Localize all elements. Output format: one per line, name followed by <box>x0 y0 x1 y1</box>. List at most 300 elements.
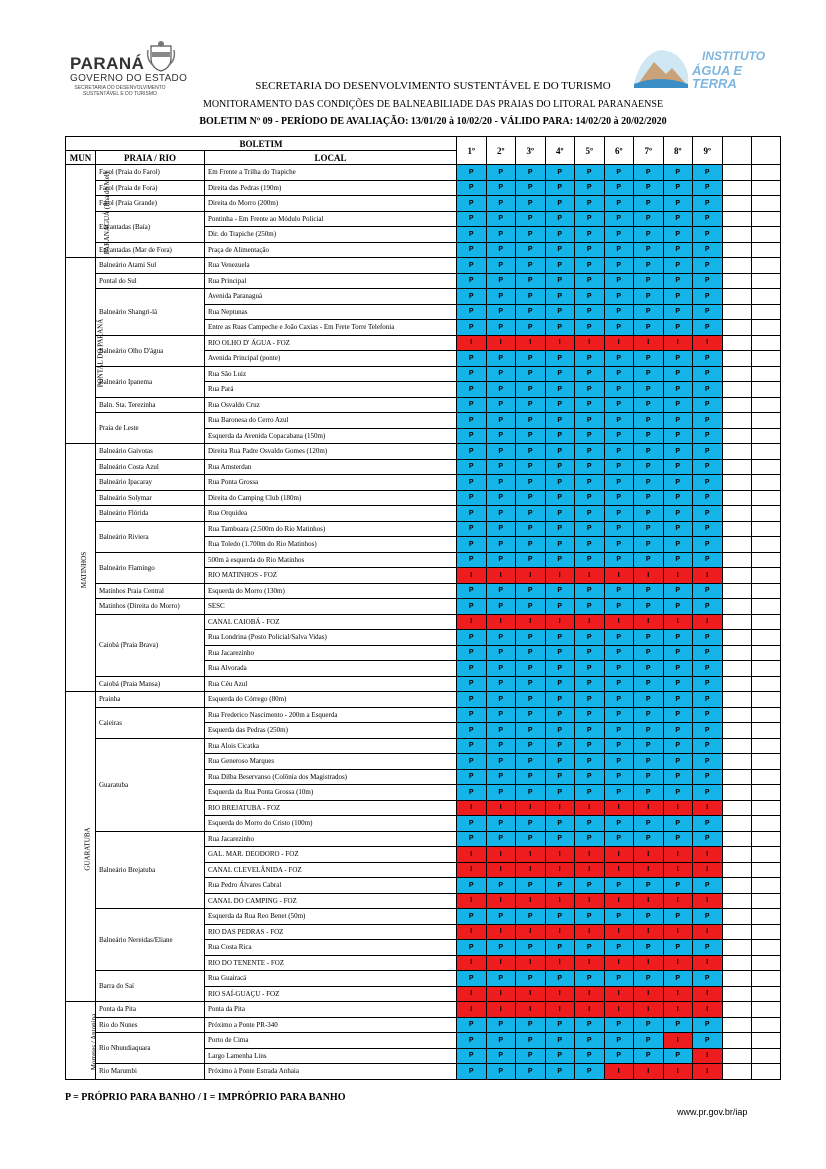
status-proprio-cell: P <box>545 382 575 398</box>
status-improprio-cell: I <box>545 614 575 630</box>
status-proprio-cell: P <box>604 630 634 646</box>
local-cell: Dir. do Trapiche (250m) <box>205 227 457 243</box>
status-proprio-cell: P <box>486 490 516 506</box>
status-improprio-cell: I <box>486 800 516 816</box>
status-proprio-cell: P <box>545 490 575 506</box>
empty-day-cell <box>752 382 781 398</box>
status-proprio-cell: P <box>545 475 575 491</box>
status-improprio-cell: I <box>516 614 546 630</box>
empty-day-cell <box>722 521 752 537</box>
status-improprio-cell: I <box>575 847 605 863</box>
status-proprio-cell: P <box>693 165 723 181</box>
status-improprio-cell: I <box>634 847 664 863</box>
status-improprio-cell: I <box>516 1002 546 1018</box>
status-improprio-cell: I <box>693 955 723 971</box>
status-proprio-cell: P <box>663 676 693 692</box>
status-proprio-cell: P <box>693 459 723 475</box>
status-proprio-cell: P <box>634 971 664 987</box>
status-proprio-cell: P <box>663 769 693 785</box>
status-proprio-cell: P <box>575 1064 605 1080</box>
status-proprio-cell: P <box>634 738 664 754</box>
status-improprio-cell: I <box>457 614 487 630</box>
status-proprio-cell: P <box>457 1048 487 1064</box>
status-proprio-cell: P <box>457 459 487 475</box>
empty-day-cell <box>752 645 781 661</box>
status-proprio-cell: P <box>457 723 487 739</box>
status-proprio-cell: P <box>575 769 605 785</box>
local-cell: RIO DO TENENTE - FOZ <box>205 955 457 971</box>
status-improprio-cell: I <box>693 1064 723 1080</box>
status-proprio-cell: P <box>693 723 723 739</box>
status-proprio-cell: P <box>457 630 487 646</box>
status-proprio-cell: P <box>457 583 487 599</box>
table-row <box>66 614 781 630</box>
logo-governo-text: GOVERNO DO ESTADO <box>70 73 188 84</box>
status-proprio-cell: P <box>634 909 664 925</box>
status-proprio-cell: P <box>486 180 516 196</box>
status-proprio-cell: P <box>516 258 546 274</box>
status-improprio-cell: I <box>457 893 487 909</box>
status-proprio-cell: P <box>693 258 723 274</box>
status-proprio-cell: P <box>604 521 634 537</box>
status-proprio-cell: P <box>693 738 723 754</box>
status-proprio-cell: P <box>693 971 723 987</box>
status-proprio-cell: P <box>457 258 487 274</box>
status-proprio-cell: P <box>516 1064 546 1080</box>
status-proprio-cell: P <box>516 723 546 739</box>
status-proprio-cell: P <box>457 165 487 181</box>
status-proprio-cell: P <box>516 878 546 894</box>
day-header: 7º <box>634 137 664 165</box>
empty-day-cell <box>722 816 752 832</box>
status-proprio-cell: P <box>545 242 575 258</box>
status-proprio-cell: P <box>457 676 487 692</box>
status-improprio-cell: I <box>634 893 664 909</box>
empty-day-cell <box>722 258 752 274</box>
status-proprio-cell: P <box>545 707 575 723</box>
status-proprio-cell: P <box>516 397 546 413</box>
status-proprio-cell: P <box>575 258 605 274</box>
empty-day-cell <box>752 304 781 320</box>
local-cell: Praça de Alimentação <box>205 242 457 258</box>
status-proprio-cell: P <box>486 878 516 894</box>
status-proprio-cell: P <box>693 630 723 646</box>
status-improprio-cell: I <box>516 800 546 816</box>
status-proprio-cell: P <box>516 196 546 212</box>
local-cell: Rua Amsterdan <box>205 459 457 475</box>
status-proprio-cell: P <box>575 506 605 522</box>
table-row <box>66 258 781 274</box>
day-header: 2º <box>486 137 516 165</box>
table-row <box>66 211 781 227</box>
local-cell: Rua Frederico Nascimento - 200m a Esquerda <box>205 707 457 723</box>
status-proprio-cell: P <box>693 273 723 289</box>
status-proprio-cell: P <box>663 428 693 444</box>
status-proprio-cell: P <box>693 506 723 522</box>
status-proprio-cell: P <box>575 320 605 336</box>
table-row <box>66 335 781 351</box>
local-cell: Próximo à Ponte Estrada Anhaia <box>205 1064 457 1080</box>
status-proprio-cell: P <box>604 552 634 568</box>
empty-day-cell <box>722 924 752 940</box>
local-cell: Próximo a Ponte PR-340 <box>205 1017 457 1033</box>
status-proprio-cell: P <box>545 831 575 847</box>
status-improprio-cell: I <box>545 924 575 940</box>
table-row <box>66 599 781 615</box>
status-proprio-cell: P <box>663 723 693 739</box>
local-cell: Pontinha - Em Frente ao Módulo Policial <box>205 211 457 227</box>
status-proprio-cell: P <box>663 459 693 475</box>
status-proprio-cell: P <box>486 444 516 460</box>
empty-day-cell <box>722 1002 752 1018</box>
status-proprio-cell: P <box>634 382 664 398</box>
status-proprio-cell: P <box>663 971 693 987</box>
local-cell: Esquerda da Rua Ponta Grossa (10m) <box>205 785 457 801</box>
empty-day-cell <box>722 862 752 878</box>
status-proprio-cell: P <box>545 397 575 413</box>
day-header: 1º <box>457 137 487 165</box>
status-proprio-cell: P <box>545 661 575 677</box>
status-proprio-cell: P <box>486 1017 516 1033</box>
empty-day-cell <box>752 924 781 940</box>
status-proprio-cell: P <box>457 413 487 429</box>
status-proprio-cell: P <box>693 320 723 336</box>
status-proprio-cell: P <box>693 831 723 847</box>
empty-day-cell <box>722 196 752 212</box>
empty-day-cell <box>722 785 752 801</box>
status-improprio-cell: I <box>457 335 487 351</box>
table-row <box>66 1017 781 1033</box>
status-proprio-cell: P <box>486 506 516 522</box>
status-proprio-cell: P <box>545 692 575 708</box>
local-cell: RIO BREJATUBA - FOZ <box>205 800 457 816</box>
status-improprio-cell: I <box>575 568 605 584</box>
status-proprio-cell: P <box>634 754 664 770</box>
status-proprio-cell: P <box>604 490 634 506</box>
status-improprio-cell: I <box>634 1002 664 1018</box>
local-cell: Direita do Morro (200m) <box>205 196 457 212</box>
empty-day-cell <box>752 459 781 475</box>
status-proprio-cell: P <box>663 397 693 413</box>
status-improprio-cell: I <box>486 986 516 1002</box>
status-proprio-cell: P <box>663 940 693 956</box>
status-improprio-cell: I <box>663 955 693 971</box>
status-proprio-cell: P <box>693 1017 723 1033</box>
status-proprio-cell: P <box>457 320 487 336</box>
status-improprio-cell: I <box>663 1033 693 1049</box>
status-proprio-cell: P <box>575 599 605 615</box>
empty-day-cell <box>722 490 752 506</box>
status-proprio-cell: P <box>486 909 516 925</box>
empty-day-cell <box>722 738 752 754</box>
status-proprio-cell: P <box>663 211 693 227</box>
empty-day-cell <box>722 413 752 429</box>
status-improprio-cell: I <box>634 800 664 816</box>
status-proprio-cell: P <box>575 878 605 894</box>
website-link[interactable]: www.pr.gov.br/iap <box>677 1107 748 1117</box>
status-proprio-cell: P <box>486 242 516 258</box>
empty-day-cell <box>722 568 752 584</box>
local-cell: Rua Toledo (1.700m do Rio Matinhos) <box>205 537 457 553</box>
status-improprio-cell: I <box>604 335 634 351</box>
status-proprio-cell: P <box>693 397 723 413</box>
status-proprio-cell: P <box>693 180 723 196</box>
status-proprio-cell: P <box>486 521 516 537</box>
status-proprio-cell: P <box>516 785 546 801</box>
table-body <box>66 165 781 1080</box>
empty-day-cell <box>752 490 781 506</box>
empty-day-cell <box>752 723 781 739</box>
praia-cell: Balneário Brejatuba <box>96 831 205 909</box>
boletim-header: BOLETIM <box>66 137 457 151</box>
status-proprio-cell: P <box>545 599 575 615</box>
empty-day-cell <box>752 1064 781 1080</box>
status-proprio-cell: P <box>486 475 516 491</box>
status-proprio-cell: P <box>516 521 546 537</box>
status-proprio-cell: P <box>693 754 723 770</box>
status-improprio-cell: I <box>604 1064 634 1080</box>
empty-day-cell <box>752 785 781 801</box>
empty-day-cell <box>722 800 752 816</box>
empty-day-cell <box>752 1048 781 1064</box>
status-proprio-cell: P <box>457 366 487 382</box>
empty-day-cell <box>722 475 752 491</box>
status-proprio-cell: P <box>545 1017 575 1033</box>
status-proprio-cell: P <box>486 258 516 274</box>
status-improprio-cell: I <box>663 1064 693 1080</box>
status-proprio-cell: P <box>663 165 693 181</box>
empty-day-cell <box>752 599 781 615</box>
local-cell: Esquerda da Rua Reo Benet (50m) <box>205 909 457 925</box>
status-proprio-cell: P <box>486 320 516 336</box>
table-row <box>66 676 781 692</box>
status-proprio-cell: P <box>693 428 723 444</box>
table-row <box>66 165 781 181</box>
logo-secretaria-text: SECRETARIA DO DESENVOLVIMENTO SUSTENTÁVEL E DO TURISMO <box>74 85 166 97</box>
status-improprio-cell: I <box>457 847 487 863</box>
status-proprio-cell: P <box>545 459 575 475</box>
status-proprio-cell: P <box>634 661 664 677</box>
municipio-cell <box>66 165 112 258</box>
status-proprio-cell: P <box>634 552 664 568</box>
empty-day-cell <box>752 335 781 351</box>
praia-cell: Balneário Solymar <box>96 490 205 506</box>
status-proprio-cell: P <box>634 583 664 599</box>
status-proprio-cell: P <box>575 521 605 537</box>
status-proprio-cell: P <box>516 707 546 723</box>
status-proprio-cell: P <box>634 692 664 708</box>
table-row <box>66 506 781 522</box>
status-proprio-cell: P <box>457 397 487 413</box>
empty-day-cell <box>752 320 781 336</box>
local-cell: Esquerda das Pedras (250m) <box>205 723 457 739</box>
status-proprio-cell: P <box>516 227 546 243</box>
table-row <box>66 831 781 847</box>
status-improprio-cell: I <box>634 924 664 940</box>
status-proprio-cell: P <box>486 785 516 801</box>
status-improprio-cell: I <box>693 847 723 863</box>
status-proprio-cell: P <box>693 382 723 398</box>
status-proprio-cell: P <box>634 816 664 832</box>
status-proprio-cell: P <box>604 180 634 196</box>
empty-day-cell <box>722 537 752 553</box>
status-proprio-cell: P <box>457 692 487 708</box>
status-proprio-cell: P <box>457 769 487 785</box>
empty-day-cell <box>752 630 781 646</box>
status-proprio-cell: P <box>634 490 664 506</box>
mun-header: MUN <box>66 151 96 165</box>
table-row <box>66 707 781 723</box>
status-proprio-cell: P <box>575 397 605 413</box>
status-proprio-cell: P <box>516 304 546 320</box>
status-improprio-cell: I <box>545 893 575 909</box>
status-proprio-cell: P <box>634 366 664 382</box>
status-improprio-cell: I <box>516 335 546 351</box>
status-proprio-cell: P <box>486 769 516 785</box>
status-improprio-cell: I <box>604 614 634 630</box>
status-proprio-cell: P <box>545 630 575 646</box>
status-improprio-cell: I <box>604 986 634 1002</box>
status-proprio-cell: P <box>545 258 575 274</box>
status-proprio-cell: P <box>604 165 634 181</box>
praia-cell: Praia de Leste <box>96 413 205 444</box>
status-proprio-cell: P <box>604 831 634 847</box>
status-improprio-cell: I <box>575 986 605 1002</box>
status-proprio-cell: P <box>545 583 575 599</box>
status-proprio-cell: P <box>516 661 546 677</box>
status-improprio-cell: I <box>486 568 516 584</box>
status-proprio-cell: P <box>545 304 575 320</box>
status-proprio-cell: P <box>457 490 487 506</box>
status-proprio-cell: P <box>545 1048 575 1064</box>
status-proprio-cell: P <box>545 196 575 212</box>
status-proprio-cell: P <box>693 940 723 956</box>
empty-day-cell <box>722 630 752 646</box>
status-proprio-cell: P <box>604 459 634 475</box>
status-proprio-cell: P <box>516 645 546 661</box>
status-proprio-cell: P <box>516 475 546 491</box>
empty-day-cell <box>752 878 781 894</box>
local-cell: Avenida Principal (ponte) <box>205 351 457 367</box>
empty-day-cell <box>752 893 781 909</box>
status-proprio-cell: P <box>604 1033 634 1049</box>
praia-cell: Encantadas (Baía) <box>96 211 205 242</box>
status-proprio-cell: P <box>575 537 605 553</box>
status-improprio-cell: I <box>663 847 693 863</box>
municipio-label: PARANAGUÁ (Ilha do Mel) <box>103 171 112 255</box>
status-proprio-cell: P <box>575 180 605 196</box>
status-proprio-cell: P <box>486 1033 516 1049</box>
status-proprio-cell: P <box>604 707 634 723</box>
status-proprio-cell: P <box>457 1033 487 1049</box>
status-proprio-cell: P <box>575 165 605 181</box>
municipio-cell <box>66 1002 99 1080</box>
local-cell: Rua Venezuela <box>205 258 457 274</box>
status-improprio-cell: I <box>604 568 634 584</box>
status-proprio-cell: P <box>604 599 634 615</box>
status-proprio-cell: P <box>457 351 487 367</box>
empty-day-cell <box>722 227 752 243</box>
praia-cell: Balneário Nereidas/Eliane <box>96 909 205 971</box>
status-proprio-cell: P <box>604 1048 634 1064</box>
status-proprio-cell: P <box>663 444 693 460</box>
status-proprio-cell: P <box>545 816 575 832</box>
status-improprio-cell: I <box>457 800 487 816</box>
empty-day-cell <box>752 227 781 243</box>
empty-day-cell <box>722 366 752 382</box>
status-improprio-cell: I <box>663 800 693 816</box>
status-proprio-cell: P <box>486 165 516 181</box>
local-cell: CANAL CLEVELÂNIDA - FOZ <box>205 862 457 878</box>
status-proprio-cell: P <box>516 490 546 506</box>
empty-day-cell <box>752 475 781 491</box>
status-proprio-cell: P <box>604 816 634 832</box>
status-proprio-cell: P <box>693 769 723 785</box>
status-proprio-cell: P <box>634 289 664 305</box>
status-proprio-cell: P <box>693 645 723 661</box>
empty-day-cell <box>722 459 752 475</box>
status-proprio-cell: P <box>663 707 693 723</box>
table-row <box>66 273 781 289</box>
status-proprio-cell: P <box>693 599 723 615</box>
status-proprio-cell: P <box>604 320 634 336</box>
status-proprio-cell: P <box>457 552 487 568</box>
status-proprio-cell: P <box>545 211 575 227</box>
status-proprio-cell: P <box>545 1064 575 1080</box>
status-improprio-cell: I <box>575 1002 605 1018</box>
status-proprio-cell: P <box>693 242 723 258</box>
status-proprio-cell: P <box>457 738 487 754</box>
empty-day-cell <box>722 320 752 336</box>
status-proprio-cell: P <box>663 816 693 832</box>
empty-day-cell <box>722 304 752 320</box>
status-improprio-cell: I <box>693 1002 723 1018</box>
status-proprio-cell: P <box>516 273 546 289</box>
status-proprio-cell: P <box>457 428 487 444</box>
empty-day-cell <box>722 583 752 599</box>
status-proprio-cell: P <box>604 971 634 987</box>
status-proprio-cell: P <box>516 211 546 227</box>
status-improprio-cell: I <box>545 335 575 351</box>
status-improprio-cell: I <box>634 986 664 1002</box>
empty-day-cell <box>752 521 781 537</box>
status-improprio-cell: I <box>604 955 634 971</box>
praia-cell: Barra do Saí <box>96 971 205 1002</box>
status-proprio-cell: P <box>575 723 605 739</box>
status-improprio-cell: I <box>457 986 487 1002</box>
municipio-label: Morretes / Antonina <box>90 1014 99 1071</box>
status-improprio-cell: I <box>663 986 693 1002</box>
status-improprio-cell: I <box>575 924 605 940</box>
status-proprio-cell: P <box>575 428 605 444</box>
empty-day-cell <box>722 878 752 894</box>
status-proprio-cell: P <box>693 537 723 553</box>
praia-cell: Balneário Olho D'água <box>96 335 205 366</box>
empty-day-cell <box>722 506 752 522</box>
status-proprio-cell: P <box>516 413 546 429</box>
praia-cell: Farol (Praia do Farol) <box>96 165 205 181</box>
status-proprio-cell: P <box>604 351 634 367</box>
status-improprio-cell: I <box>545 986 575 1002</box>
status-proprio-cell: P <box>575 211 605 227</box>
empty-day-cell <box>752 971 781 987</box>
empty-day-cell <box>752 366 781 382</box>
status-proprio-cell: P <box>634 320 664 336</box>
status-proprio-cell: P <box>486 599 516 615</box>
empty-day-cell <box>752 831 781 847</box>
praia-cell: Farol (Praia Grande) <box>96 196 205 212</box>
status-proprio-cell: P <box>486 413 516 429</box>
